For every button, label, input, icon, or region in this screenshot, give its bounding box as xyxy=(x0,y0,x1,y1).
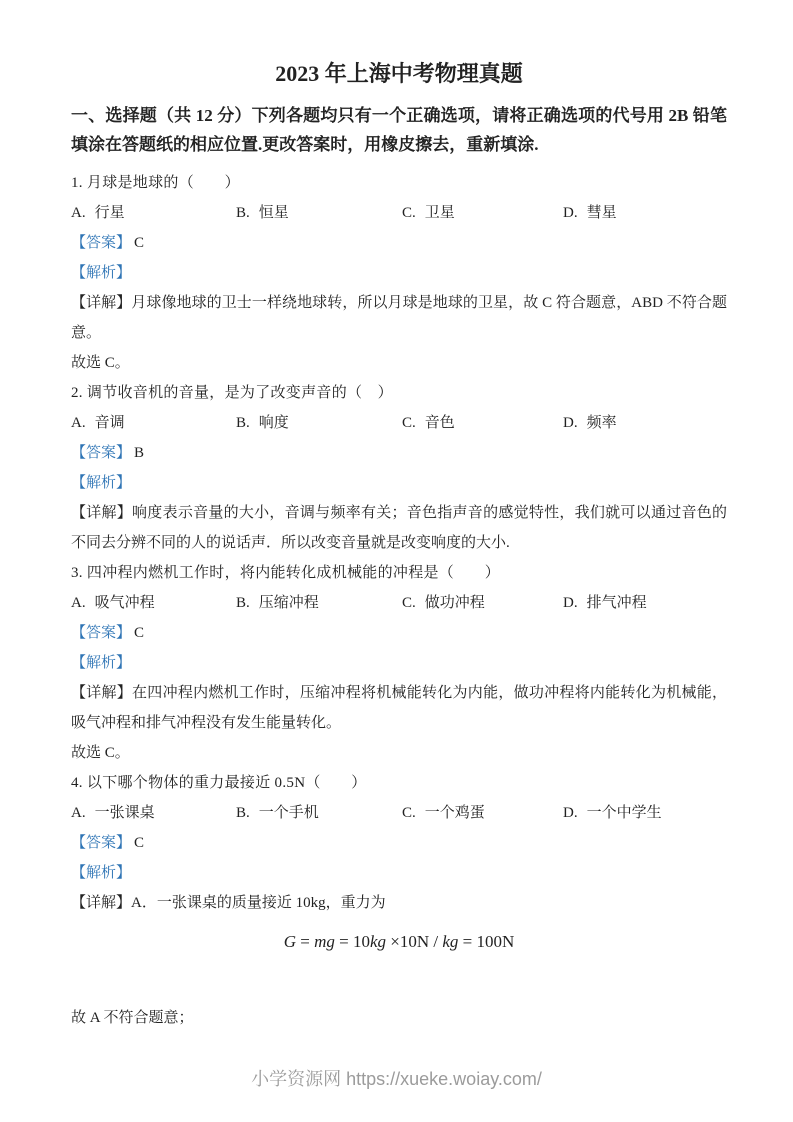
question-4-conclusion: 故 A 不符合题意； xyxy=(71,1010,194,1026)
option-text: 音色 xyxy=(424,415,455,431)
formula-segment: mg xyxy=(314,932,335,951)
option-letter: B. xyxy=(236,595,250,611)
option-text: 一个中学生 xyxy=(586,805,662,821)
formula-segment: = 100N xyxy=(458,932,515,951)
option-letter: C. xyxy=(402,415,416,431)
question-1-detail: 【详解】月球像地球的卫士一样绕地球转，所以月球是地球的卫星，故 C 符合题意，ABD 不符合题意。 xyxy=(71,295,727,341)
formula-segment: G xyxy=(283,932,296,951)
question-4-detail: 【详解】A．一张课桌的质量接近 10kg，重力为 xyxy=(71,895,386,911)
question-1-option-d xyxy=(563,198,617,228)
footer-url[interactable]: https://xueke.woiay.com/ xyxy=(346,1069,542,1089)
page-footer xyxy=(0,1066,793,1092)
option-letter: C. xyxy=(402,205,416,221)
question-4-options xyxy=(71,798,727,828)
option-letter: B. xyxy=(236,415,250,431)
option-letter: A. xyxy=(71,595,86,611)
question-2-option-b xyxy=(236,408,289,438)
section-instructions: 一、选择题（共 12 分）下列各题均只有一个正确选项，请将正确选项的代号用 2B 铅笔填涂在答题纸的相应位置.更改答案时，用橡皮擦去，重新填涂. xyxy=(71,106,727,154)
question-3-answer-line xyxy=(71,618,727,648)
question-3-analysis-label: 【解析】 xyxy=(71,655,132,671)
question-1-conclusion: 故选 C。 xyxy=(71,355,130,371)
answer-value: C xyxy=(134,835,145,851)
option-text: 吸气冲程 xyxy=(94,595,155,611)
option-text: 音调 xyxy=(94,415,125,431)
document-content xyxy=(71,60,727,1033)
question-3-option-a xyxy=(71,588,155,618)
question-4-option-b xyxy=(236,798,319,828)
question-4-analysis-label: 【解析】 xyxy=(71,865,132,881)
answer-value: C xyxy=(134,235,145,251)
page-title: 2023 年上海中考物理真题 xyxy=(275,61,523,86)
question-1-option-c xyxy=(402,198,455,228)
footer-site-name: 小学资源网 xyxy=(251,1069,342,1089)
question-1-options xyxy=(71,198,727,228)
option-text: 行星 xyxy=(94,205,125,221)
answer-label: 【答案】 xyxy=(71,625,132,641)
option-text: 压缩冲程 xyxy=(258,595,319,611)
option-text: 彗星 xyxy=(586,205,617,221)
formula-segment: ×10N / xyxy=(386,932,443,951)
answer-label: 【答案】 xyxy=(71,835,132,851)
option-letter: B. xyxy=(236,805,250,821)
question-2-analysis-label: 【解析】 xyxy=(71,475,132,491)
option-letter: C. xyxy=(402,595,416,611)
option-letter: A. xyxy=(71,805,86,821)
option-text: 响度 xyxy=(258,415,289,431)
question-1-answer-line xyxy=(71,228,727,258)
option-letter: A. xyxy=(71,415,86,431)
question-4-answer-line xyxy=(71,828,727,858)
answer-value: C xyxy=(134,625,145,641)
question-1-analysis-label: 【解析】 xyxy=(71,265,132,281)
question-3-conclusion: 故选 C。 xyxy=(71,745,130,761)
formula-segment: = 10 xyxy=(334,932,370,951)
option-letter: D. xyxy=(563,415,578,431)
question-2-stem: 2. 调节收音机的音量，是为了改变声音的（ ） xyxy=(71,385,393,401)
question-4-stem: 4. 以下哪个物体的重力最接近 0.5N（ ） xyxy=(71,775,367,791)
question-2-answer-line xyxy=(71,438,727,468)
question-3-option-b xyxy=(236,588,319,618)
option-letter: B. xyxy=(236,205,250,221)
answer-value: B xyxy=(134,445,145,461)
question-4-option-d xyxy=(563,798,662,828)
question-2-option-a xyxy=(71,408,125,438)
question-1-option-a xyxy=(71,198,125,228)
question-2-options xyxy=(71,408,727,438)
question-2-option-c xyxy=(402,408,455,438)
question-4-option-c xyxy=(402,798,485,828)
question-1-stem: 1. 月球是地球的（ ） xyxy=(71,175,240,191)
question-3-stem: 3. 四冲程内燃机工作时，将内能转化成机械能的冲程是（ ） xyxy=(71,565,501,581)
question-2-detail: 【详解】响度表示音量的大小，音调与频率有关；音色指声音的感觉特性，我们就可以通过音色的不同去分辨不同的人的说话声．所以改变音量就是改变响度的大小. xyxy=(71,505,727,551)
option-text: 一个鸡蛋 xyxy=(424,805,485,821)
option-text: 恒星 xyxy=(258,205,289,221)
formula-segment: kg xyxy=(369,932,387,951)
formula-segment: kg xyxy=(442,932,459,951)
question-3-detail: 【详解】在四冲程内燃机工作时，压缩冲程将机械能转化为内能，做功冲程将内能转化为机械能，吸气冲程和排气冲程没有发生能量转化。 xyxy=(71,685,727,731)
question-4-option-a xyxy=(71,798,155,828)
answer-label: 【答案】 xyxy=(71,445,132,461)
answer-label: 【答案】 xyxy=(71,235,132,251)
option-letter: D. xyxy=(563,205,578,221)
option-text: 卫星 xyxy=(424,205,455,221)
question-3-option-d xyxy=(563,588,647,618)
gravity-formula xyxy=(71,927,727,957)
question-3-option-c xyxy=(402,588,485,618)
option-text: 一个手机 xyxy=(258,805,319,821)
option-text: 一张课桌 xyxy=(94,805,155,821)
option-letter: C. xyxy=(402,805,416,821)
option-text: 做功冲程 xyxy=(424,595,485,611)
option-text: 排气冲程 xyxy=(586,595,647,611)
question-2-option-d xyxy=(563,408,617,438)
question-1-option-b xyxy=(236,198,289,228)
question-3-options xyxy=(71,588,727,618)
formula-segment: = xyxy=(296,932,315,951)
option-letter: D. xyxy=(563,805,578,821)
option-letter: A. xyxy=(71,205,86,221)
option-letter: D. xyxy=(563,595,578,611)
option-text: 频率 xyxy=(586,415,617,431)
